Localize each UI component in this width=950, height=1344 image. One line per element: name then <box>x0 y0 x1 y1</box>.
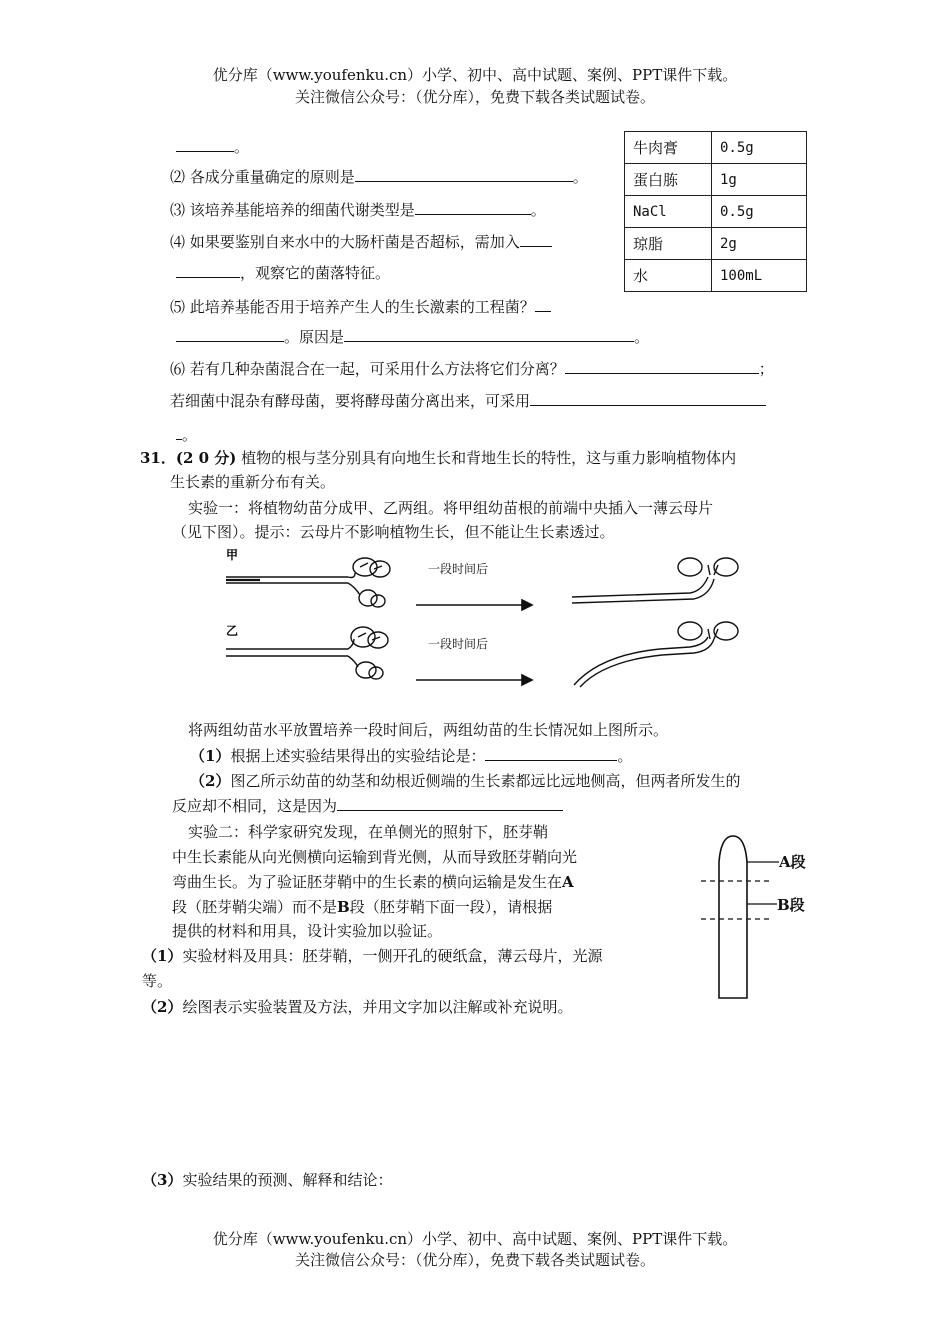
table-row <box>625 228 807 260</box>
q31-stem: 31．(2 0 分) 植物的根与茎分别具有向地生长和背地生长的特性，这与重力影响植物体内 <box>140 449 737 467</box>
q31-question-2b: 反应却不相同，这是因为 <box>172 795 563 816</box>
q31-stem-2: 生长素的重新分布有关。 <box>170 473 336 491</box>
table-row <box>625 196 807 228</box>
q30-part6b: 若细菌中混杂有酵母菌，要将酵母菌分离出来，可采用 <box>170 390 766 411</box>
table-row <box>625 164 807 196</box>
q31-materials: （1）实验材料及用具：胚芽鞘，一侧开孔的硬纸盒，薄云母片，光源 <box>142 947 603 965</box>
arrow-label-1: 一段时间后 <box>428 562 489 576</box>
q31-exp2-line4: 段（胚芽鞘尖端）而不是B段（胚芽鞘下面一段），请根据 <box>172 898 553 916</box>
q30-part5a: ⑸ 此培养基能否用于培养产生人的生长激素的工程菌？ <box>170 296 551 317</box>
table-row <box>625 260 807 292</box>
table-cell-name: NaCl <box>625 196 712 228</box>
q31-prediction: （3）实验结果的预测、解释和结论： <box>142 1171 393 1189</box>
segment-b-label: B段 <box>777 896 805 914</box>
footer-line-2: 关注微信公众号：（优分库），免费下载各类试题试卷。 <box>294 1251 655 1269</box>
table-row <box>625 132 807 164</box>
medium-composition-table <box>624 131 807 292</box>
q30-part5b: 。原因是 。 <box>176 326 649 347</box>
q31-draw-instruction: （2）绘图表示实验装置及方法，并用文字加以注解或补充说明。 <box>142 998 573 1016</box>
label-yi: 乙 <box>226 624 239 638</box>
table-cell-value: 1g <box>712 164 807 196</box>
arrow-2-icon <box>416 675 532 685</box>
q31-exp1-line2: （见下图）。提示：云母片不影响植物生长，但不能让生长素透过。 <box>172 523 615 541</box>
footer-line-1: 优分库（www.youfenku.cn）小学、初中、高中试题、案例、PPT课件下载。 <box>212 1230 738 1248</box>
q31-result: 将两组幼苗水平放置培养一段时间后，两组幼苗的生长情况如上图所示。 <box>188 721 669 739</box>
q31-exp2-line2: 中生长素能从向光侧横向运输到背光侧，从而导致胚芽鞘向光 <box>172 848 578 866</box>
q31-question-1: （1）根据上述实验结果得出的实验结论是： 。 <box>190 747 633 765</box>
label-jia: 甲 <box>226 548 239 562</box>
q31-question-2: （2）图乙所示幼苗的幼茎和幼根近侧端的生长素都远比远地侧高，但两者所发生的 <box>190 772 741 790</box>
q31-exp1-line1: 实验一：将植物幼苗分成甲、乙两组。将甲组幼苗根的前端中央插入一薄云母片 <box>188 499 714 517</box>
table-cell-name: 蛋白胨 <box>625 164 712 196</box>
table-cell-name: 琼脂 <box>625 228 712 260</box>
coleoptile-outline <box>719 836 747 998</box>
segment-a-label: A段 <box>779 853 806 871</box>
table-cell-value: 0.5g <box>712 132 807 164</box>
table-cell-value: 100mL <box>712 260 807 292</box>
table-cell-name: 水 <box>625 260 712 292</box>
q30-part4b: ，观察它的菌落特征。 <box>176 262 390 283</box>
seedling-yi-before <box>226 627 388 679</box>
q30-part3: ⑶ 该培养基能培养的细菌代谢类型是 。 <box>170 201 546 219</box>
q31-materials-2: 等。 <box>142 972 173 990</box>
q31-exp2-line5: 提供的材料和用具，设计实验加以验证。 <box>172 922 443 940</box>
table-cell-value: 0.5g <box>712 196 807 228</box>
q30-part6a: ⑹ 若有几种杂菌混合在一起，可采用什么方法将它们分离？ ； <box>170 360 774 378</box>
arrow-label-2: 一段时间后 <box>428 637 489 651</box>
q30-part4a: ⑷ 如果要鉴别自来水中的大肠杆菌是否超标，需加入 <box>170 231 552 252</box>
q30-part2: ⑵ 各成分重量确定的原则是 。 <box>170 168 588 186</box>
q31-exp2-line1: 实验二：科学家研究发现，在单侧光的照射下，胚芽鞘 <box>188 823 549 841</box>
q31-exp2-line3: 弯曲生长。为了验证胚芽鞘中的生长素的横向运输是发生在A <box>172 873 574 891</box>
table-cell-value: 2g <box>712 228 807 260</box>
seedling-jia-after <box>572 558 738 603</box>
table-cell-name: 牛肉膏 <box>625 132 712 164</box>
header-line-1: 优分库（www.youfenku.cn）小学、初中、高中试题、案例、PPT课件下载。 <box>212 66 738 84</box>
arrow-1-icon <box>416 600 532 610</box>
q30-cont: 。 <box>176 136 249 157</box>
q30-part6c: 。 <box>176 424 197 445</box>
seedling-jia-before <box>226 558 390 607</box>
header-line-2: 关注微信公众号：（优分库），免费下载各类试题试卷。 <box>294 88 655 106</box>
seedling-yi-after <box>574 622 738 687</box>
segment-dividers <box>701 881 773 919</box>
seedling-figure <box>220 545 760 695</box>
coleoptile-figure <box>695 832 815 1002</box>
